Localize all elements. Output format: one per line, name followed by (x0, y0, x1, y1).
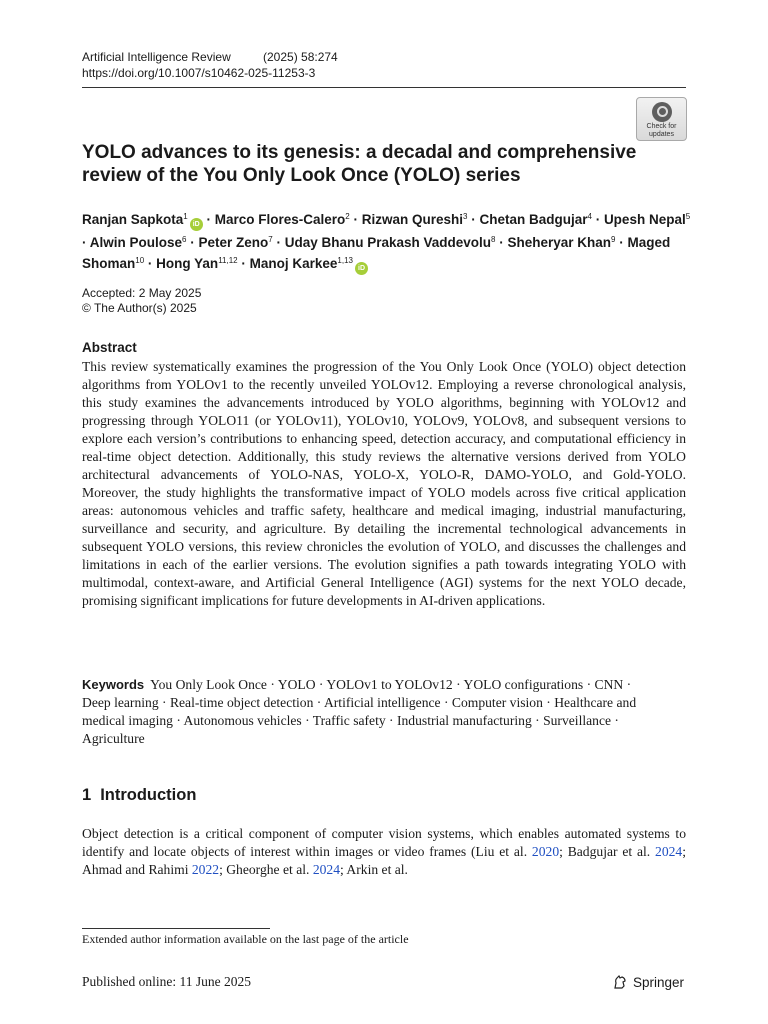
author-name[interactable]: Maged Shoman (82, 235, 671, 271)
citation-link[interactable]: 2024 (655, 844, 683, 859)
keywords (82, 676, 642, 748)
abstract-heading: Abstract (82, 340, 137, 355)
section-title: Introduction (100, 786, 197, 804)
accepted-date: Accepted: 2 May 2025 (82, 286, 202, 300)
author-name[interactable]: Peter Zeno (198, 235, 269, 250)
intro-text-part: ; Arkin et al. (340, 862, 408, 877)
section-number: 1 (82, 786, 92, 804)
author-affiliation: 1 (183, 212, 188, 221)
author-name[interactable]: Ranjan Sapkota (82, 212, 184, 227)
doi-link[interactable]: https://doi.org/10.1007/s10462-025-11253-3 (82, 66, 316, 80)
author-affiliation: 10 (135, 256, 145, 265)
author-affiliation: 4 (587, 212, 592, 221)
footnote: Extended author information available on the last page of the article (82, 932, 409, 946)
intro-text-part: ; Gheorghe et al. (219, 862, 313, 877)
badge-label-line1: Check for (646, 123, 677, 130)
author-name[interactable]: Chetan Badgujar (479, 212, 588, 227)
author-name[interactable]: Rizwan Qureshi (361, 212, 464, 227)
author-name[interactable]: Marco Flores-Calero (214, 212, 346, 227)
keywords-label: Keywords (82, 677, 145, 692)
copyright: © The Author(s) 2025 (82, 301, 197, 315)
author-name[interactable]: Alwin Poulose (89, 235, 183, 250)
badge-label-line2: updates (649, 131, 674, 138)
citation-link[interactable]: 2020 (531, 844, 560, 859)
author-name[interactable]: Hong Yan (156, 256, 219, 271)
author-name[interactable]: Sheheryar Khan (507, 235, 612, 250)
author-affiliation: 7 (268, 235, 273, 244)
author-affiliation: 6 (182, 235, 187, 244)
intro-text-part: ; Ahmad and Rahimi (82, 844, 686, 877)
abstract-text: This review systematically examines the progression of the You Only Look Once (YOLO) object detection algorithms from YOLOv1 to the recently unveiled YOLOv12. Employing a reverse chronological analysis, this study examines the advancements introduced by YOLO algorithms, beginning with YOLOv12 and progressing through YOLO11 (or YOLOv11), YOLOv10, YOLOv9, YOLOv8, and subsequent versions to explore each version’s contributions to enhancing speed, detection accuracy, and computational efficiency in real-time object detection. Additionally, this study reviews the alternative versions derived from YOLO architectural advancements of YOLO-NAS, YOLO-X, YOLO-R, DAMO-YOLO, and Gold-YOLO. Moreover, the study highlights the transformative impact of YOLO models across five critical application areas: autonomous vehicles and traffic safety, healthcare and medical imaging, industrial manufacturing, surveillance and security, and agriculture. By detailing the incremental technological advancements in subsequent YOLO versions, this review chronicles the evolution of YOLO, and discusses the challenges and limitations in each of the earlier versions. The evolution signifies a path towards integrating YOLO with multimodal, context-aware, and Artificial General Intelligence (AGI) systems for the next YOLO decade, promising significant implications for future developments in AI-driven applications. (82, 359, 686, 608)
header-divider (82, 87, 686, 88)
author-affiliation: 1,13 (337, 256, 353, 265)
intro-text-part: ; Badgujar et al. (559, 844, 656, 859)
springer-horse-icon (612, 974, 628, 990)
orcid-icon[interactable]: iD (355, 262, 368, 275)
publisher-logo (612, 974, 684, 990)
check-for-updates-badge[interactable] (636, 97, 687, 141)
author-name[interactable]: Uday Bhanu Prakash Vaddevolu (284, 235, 492, 250)
publication-info (82, 286, 201, 316)
paper-title: YOLO advances to its genesis: a decadal and comprehensive review of the You Only Look Once (YOLO) series (82, 142, 637, 186)
author-list: Ranjan Sapkota$^1$iD · Marco Flores-Calero$^2$ · Rizwan Qureshi$^3$ · Chetan Badgujar$^4$ · Upesh Nepal$^5$ · Alwin Poulose$^6$ · Peter Zeno$^7$ · Uday Bhanu Prakash Vaddevolu$^8$ · Sheheryar Khan$^9$ · Maged Shoman$^{10}$ · Hong Yan$^{11,12}$ · Manoj Karkee$^{1,13}$iD (82, 208, 692, 275)
intro-text-part: Object detection is a critical component of computer vision systems, which enables automated systems to identify and locate objects of interest within images or video frames (Liu et al. (82, 826, 686, 859)
author-affiliation: 8 (491, 235, 496, 244)
citation-link[interactable]: 2022 (191, 862, 220, 877)
author-name[interactable]: Manoj Karkee (249, 256, 338, 271)
intro-paragraph (82, 825, 686, 879)
keywords-text: You Only Look Once · YOLO · YOLOv1 to YOLOv12 · YOLO configurations · CNN · Deep learning · Real-time object detection · Artificial intelligence · Computer vision · Healthcare and medical imaging · Autonomous vehicles · Traffic safety · Industrial manufacturing · Surveillance · Agriculture (82, 677, 637, 746)
journal-volume: (2025) 58:274 (263, 50, 338, 64)
publisher-name: Springer (633, 975, 685, 990)
author-affiliation: 3 (463, 212, 468, 221)
footnote-divider (82, 928, 270, 929)
author-affiliation: 11,12 (218, 256, 238, 265)
journal-header (82, 50, 338, 64)
author-name[interactable]: Upesh Nepal (603, 212, 686, 227)
journal-name: Artificial Intelligence Review (82, 50, 231, 64)
published-online: Published online: 11 June 2025 (82, 974, 251, 989)
author-affiliation: 5 (685, 212, 691, 221)
citation-link[interactable]: 2024 (312, 862, 340, 877)
orcid-icon[interactable]: iD (190, 218, 203, 231)
badge-label (637, 123, 686, 139)
author-affiliation: 2 (345, 212, 350, 221)
author-affiliation: 9 (611, 235, 616, 244)
check-for-updates-icon (652, 102, 672, 122)
section-heading (82, 786, 196, 805)
